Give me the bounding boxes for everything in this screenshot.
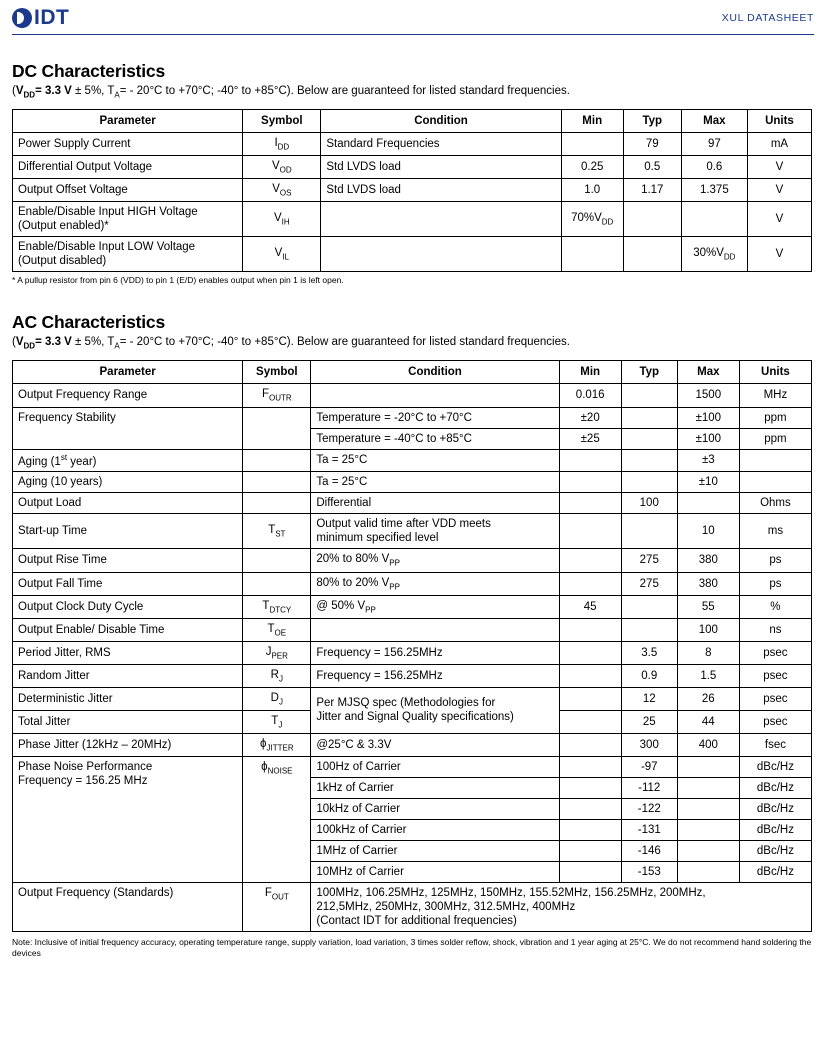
cell-parameter: Enable/Disable Input HIGH Voltage (Output enabled)* — [13, 202, 243, 237]
table-row — [13, 756, 812, 777]
cell-max: ±100 — [677, 428, 739, 449]
table-row — [13, 514, 812, 549]
cell-typ: 1.17 — [623, 179, 681, 202]
cell-condition: Ta = 25°C — [311, 472, 559, 493]
cell-units: ms — [739, 514, 811, 549]
cell-typ — [621, 449, 677, 472]
cell-typ: 0.9 — [621, 664, 677, 687]
cell-condition: Frequency = 156.25MHz — [311, 664, 559, 687]
cell-typ: 25 — [621, 710, 677, 733]
cell-min: 0.25 — [561, 156, 623, 179]
cell-units: ppm — [739, 407, 811, 428]
cell-condition: Temperature = -20°C to +70°C — [311, 407, 559, 428]
header-doc-label: XUL DATASHEET — [721, 12, 814, 24]
cell-symbol — [243, 449, 311, 472]
cell-max: 400 — [677, 733, 739, 756]
ac-bottom-note: Note: Inclusive of initial frequency accuracy, operating temperature range, supply variation, load variation, 3 times solder reflow, shock, vibration and 1 year aging at 25°C. We do not recommend hand soldering the devices — [12, 937, 812, 959]
cell-symbol: $R_J$ — [243, 664, 311, 687]
table-row — [13, 472, 812, 493]
cell-max: ±100 — [677, 407, 739, 428]
cell-parameter: Output Load — [13, 493, 243, 514]
table-row — [13, 156, 812, 179]
cell-parameter: Differential Output Voltage — [13, 156, 243, 179]
col-typ: Typ — [621, 361, 677, 384]
dc-characteristics-table — [12, 109, 812, 272]
cell-max: 0.6 — [681, 156, 747, 179]
cell-min: ±25 — [559, 428, 621, 449]
cell-symbol — [243, 472, 311, 493]
cell-symbol: $T_{DTCY}$ — [243, 595, 311, 618]
cell-parameter: Output Fall Time — [13, 572, 243, 595]
table-row — [13, 664, 812, 687]
cell-condition: 80% to 20% $V_{PP}$ — [311, 572, 559, 595]
cell-symbol: $J_{PER}$ — [243, 641, 311, 664]
cell-condition: Std LVDS load — [321, 156, 561, 179]
col-condition: Condition — [311, 361, 559, 384]
table-row — [13, 407, 812, 428]
cell-units: dBc/Hz — [739, 777, 811, 798]
col-parameter: Parameter — [13, 361, 243, 384]
cell-units: psec — [739, 641, 811, 664]
cell-condition: 1kHz of Carrier — [311, 777, 559, 798]
cell-typ — [623, 237, 681, 272]
cell-max: 97 — [681, 133, 747, 156]
cell-condition: Frequency = 156.25MHz — [311, 641, 559, 664]
table-row — [13, 384, 812, 407]
cell-min — [559, 664, 621, 687]
cell-symbol: $\phi_{JITTER}$ — [243, 733, 311, 756]
cell-symbol: $F_{OUT}$ — [243, 882, 311, 931]
col-max: Max — [681, 110, 747, 133]
cell-max — [677, 819, 739, 840]
cell-typ: 100 — [621, 493, 677, 514]
cell-min — [559, 756, 621, 777]
cell-min — [559, 819, 621, 840]
dc-section-title: DC Characteristics — [12, 61, 165, 81]
cell-min — [561, 237, 623, 272]
cell-max: 26 — [677, 687, 739, 710]
cell-min — [561, 133, 623, 156]
cell-symbol: $V_{IH}$ — [243, 202, 321, 237]
table-row — [13, 179, 812, 202]
cell-parameter — [13, 407, 243, 449]
table-row — [13, 733, 812, 756]
cell-units: dBc/Hz — [739, 819, 811, 840]
header-divider — [12, 34, 814, 35]
cell-condition: Standard Frequencies — [321, 133, 561, 156]
cell-min — [559, 641, 621, 664]
cell-min: 45 — [559, 595, 621, 618]
table-row — [13, 549, 812, 572]
cell-units: dBc/Hz — [739, 840, 811, 861]
table-row — [13, 493, 812, 514]
table-header-row — [13, 361, 812, 384]
cell-typ — [621, 472, 677, 493]
cell-parameter-text: Frequency Stability — [18, 411, 116, 424]
cell-typ — [621, 595, 677, 618]
col-min: Min — [561, 110, 623, 133]
cell-condition: Differential — [311, 493, 559, 514]
col-units: Units — [739, 361, 811, 384]
cell-min: ±20 — [559, 407, 621, 428]
table-row — [13, 882, 812, 931]
cell-parameter: Output Frequency (Standards) — [13, 882, 243, 931]
idt-logo-mark-icon — [12, 8, 32, 28]
cell-units: dBc/Hz — [739, 756, 811, 777]
col-symbol: Symbol — [243, 110, 321, 133]
ac-characteristics-table — [12, 360, 812, 932]
cell-units — [739, 472, 811, 493]
col-min: Min — [559, 361, 621, 384]
cell-units: V — [747, 179, 811, 202]
cell-condition: Per MJSQ spec (Methodologies for Jitter and Signal Quality specifications) — [311, 687, 559, 733]
cell-parameter: Output Frequency Range — [13, 384, 243, 407]
cell-units: ns — [739, 618, 811, 641]
cell-units: psec — [739, 664, 811, 687]
cell-parameter: Random Jitter — [13, 664, 243, 687]
table-row — [13, 133, 812, 156]
col-max: Max — [677, 361, 739, 384]
cell-max: 100 — [677, 618, 739, 641]
cell-max: 55 — [677, 595, 739, 618]
cell-units: MHz — [739, 384, 811, 407]
cell-units: % — [739, 595, 811, 618]
cell-min: 1.0 — [561, 179, 623, 202]
cell-condition: 10MHz of Carrier — [311, 861, 559, 882]
cell-symbol: $F_{OUTR}$ — [243, 384, 311, 407]
cell-typ: 275 — [621, 549, 677, 572]
cell-condition: Output valid time after VDD meets minimum specified level — [311, 514, 559, 549]
table-row — [13, 237, 812, 272]
cell-min — [559, 618, 621, 641]
cell-condition: 20% to 80% $V_{PP}$ — [311, 549, 559, 572]
cell-min — [559, 840, 621, 861]
cell-typ: -97 — [621, 756, 677, 777]
cell-parameter: Enable/Disable Input LOW Voltage (Output disabled) — [13, 237, 243, 272]
cell-units: V — [747, 237, 811, 272]
cell-min — [559, 687, 621, 710]
cell-symbol — [243, 572, 311, 595]
cell-min — [559, 777, 621, 798]
table-row — [13, 618, 812, 641]
cell-min — [559, 549, 621, 572]
page-header — [12, 0, 814, 32]
cell-condition: @25°C & 3.3V — [311, 733, 559, 756]
cell-condition — [321, 237, 561, 272]
cell-typ — [621, 407, 677, 428]
cell-condition — [311, 384, 559, 407]
cell-max: 8 — [677, 641, 739, 664]
cell-parameter: Aging (10 years) — [13, 472, 243, 493]
cell-typ — [621, 428, 677, 449]
dc-section-subtitle: ($V_{DD}= 3.3$ V ± 5%, $T_A= - 20^\circ C$ to +70°C; -40° to +85°C). Below are guaranteed for listed standard frequencies. — [12, 85, 570, 100]
idt-logo — [12, 6, 69, 30]
cell-typ: -146 — [621, 840, 677, 861]
cell-typ — [621, 384, 677, 407]
cell-max: 380 — [677, 572, 739, 595]
cell-symbol: $T_J$ — [243, 710, 311, 733]
cell-units: mA — [747, 133, 811, 156]
col-parameter: Parameter — [13, 110, 243, 133]
cell-units: ppm — [739, 428, 811, 449]
col-units: Units — [747, 110, 811, 133]
cell-parameter: Start-up Time — [13, 514, 243, 549]
cell-units: psec — [739, 710, 811, 733]
cell-condition: 100MHz, 106.25MHz, 125MHz, 150MHz, 155.52MHz, 156.25MHz, 200MHz, 212,5MHz, 250MHz, 300MHz, 312.5MHz, 400MHz (Contact IDT for additional frequencies) — [311, 882, 812, 931]
cell-typ: -153 — [621, 861, 677, 882]
cell-condition: 100kHz of Carrier — [311, 819, 559, 840]
cell-parameter: Total Jitter — [13, 710, 243, 733]
cell-units: V — [747, 202, 811, 237]
cell-units: ps — [739, 549, 811, 572]
cell-units: ps — [739, 572, 811, 595]
cell-condition: Ta = 25°C — [311, 449, 559, 472]
table-row — [13, 202, 812, 237]
cell-typ: 3.5 — [621, 641, 677, 664]
cell-symbol: $V_{IL}$ — [243, 237, 321, 272]
cell-min: $70\%V_{DD}$ — [561, 202, 623, 237]
cell-condition: 10kHz of Carrier — [311, 798, 559, 819]
table-row — [13, 687, 812, 710]
cell-typ: 79 — [623, 133, 681, 156]
cell-max: 10 — [677, 514, 739, 549]
cell-symbol: $\phi_{NOISE}$ — [243, 756, 311, 882]
cell-condition: 100Hz of Carrier — [311, 756, 559, 777]
cell-condition — [311, 618, 559, 641]
cell-condition — [321, 202, 561, 237]
cell-min — [559, 493, 621, 514]
table-row — [13, 572, 812, 595]
cell-condition: @ 50% $V_{PP}$ — [311, 595, 559, 618]
cell-min: 0.016 — [559, 384, 621, 407]
cell-typ: 275 — [621, 572, 677, 595]
cell-units: psec — [739, 687, 811, 710]
cell-max — [677, 840, 739, 861]
cell-parameter: Output Offset Voltage — [13, 179, 243, 202]
cell-typ — [621, 618, 677, 641]
ac-section-title: AC Characteristics — [12, 312, 165, 333]
cell-parameter: Power Supply Current — [13, 133, 243, 156]
ac-section-subtitle: ($V_{DD}= 3.3$ V ± 5%, $T_A= - 20^\circ C$ to +70°C; -40° to +85°C). Below are guaranteed for listed standard frequencies. — [12, 336, 570, 351]
cell-max: ±3 — [677, 449, 739, 472]
cell-max — [677, 493, 739, 514]
cell-symbol: $D_J$ — [243, 687, 311, 710]
col-condition: Condition — [321, 110, 561, 133]
cell-typ: 0.5 — [623, 156, 681, 179]
cell-parameter: Output Clock Duty Cycle — [13, 595, 243, 618]
cell-min — [559, 861, 621, 882]
cell-condition: Temperature = -40°C to +85°C — [311, 428, 559, 449]
table-row — [13, 449, 812, 472]
col-typ: Typ — [623, 110, 681, 133]
cell-units: dBc/Hz — [739, 861, 811, 882]
cell-symbol: $V_{OD}$ — [243, 156, 321, 179]
table-header-row — [13, 110, 812, 133]
cell-min — [559, 798, 621, 819]
col-symbol: Symbol — [243, 361, 311, 384]
cell-max — [677, 861, 739, 882]
table-row — [13, 641, 812, 664]
cell-max: 1.375 — [681, 179, 747, 202]
cell-units: dBc/Hz — [739, 798, 811, 819]
cell-parameter: Output Enable/ Disable Time — [13, 618, 243, 641]
cell-parameter: Deterministic Jitter — [13, 687, 243, 710]
cell-condition: Std LVDS load — [321, 179, 561, 202]
cell-min — [559, 710, 621, 733]
cell-units — [739, 449, 811, 472]
cell-units: fsec — [739, 733, 811, 756]
cell-max: 44 — [677, 710, 739, 733]
cell-symbol — [243, 407, 311, 449]
cell-min — [559, 733, 621, 756]
cell-typ: 12 — [621, 687, 677, 710]
dc-footnote: * A pullup resistor from pin 6 (VDD) to pin 1 (E/D) enables output when pin 1 is left open. — [12, 275, 344, 286]
cell-typ — [623, 202, 681, 237]
cell-min — [559, 472, 621, 493]
cell-parameter: Period Jitter, RMS — [13, 641, 243, 664]
cell-max — [677, 798, 739, 819]
cell-typ — [621, 514, 677, 549]
cell-symbol: $T_{OE}$ — [243, 618, 311, 641]
cell-symbol: $T_{ST}$ — [243, 514, 311, 549]
cell-condition: 1MHz of Carrier — [311, 840, 559, 861]
cell-max: ±10 — [677, 472, 739, 493]
cell-max — [677, 756, 739, 777]
cell-min — [559, 572, 621, 595]
cell-parameter: Aging (1st year) — [13, 449, 243, 472]
cell-parameter: Phase Noise Performance Frequency = 156.25 MHz — [13, 756, 243, 882]
cell-max: 1.5 — [677, 664, 739, 687]
cell-max: 380 — [677, 549, 739, 572]
cell-max: 1500 — [677, 384, 739, 407]
cell-parameter: Output Rise Time — [13, 549, 243, 572]
cell-symbol — [243, 549, 311, 572]
cell-symbol: $V_{OS}$ — [243, 179, 321, 202]
cell-max — [677, 777, 739, 798]
cell-min — [559, 449, 621, 472]
cell-typ: -131 — [621, 819, 677, 840]
cell-symbol — [243, 493, 311, 514]
cell-max — [681, 202, 747, 237]
cell-min — [559, 514, 621, 549]
cell-typ: 300 — [621, 733, 677, 756]
cell-units: Ohms — [739, 493, 811, 514]
cell-units: V — [747, 156, 811, 179]
cell-max: $30\%V_{DD}$ — [681, 237, 747, 272]
cell-typ: -122 — [621, 798, 677, 819]
cell-typ: -112 — [621, 777, 677, 798]
idt-logo-text: IDT — [34, 6, 70, 29]
table-row — [13, 595, 812, 618]
cell-symbol: $I_{DD}$ — [243, 133, 321, 156]
cell-parameter: Phase Jitter (12kHz – 20MHz) — [13, 733, 243, 756]
